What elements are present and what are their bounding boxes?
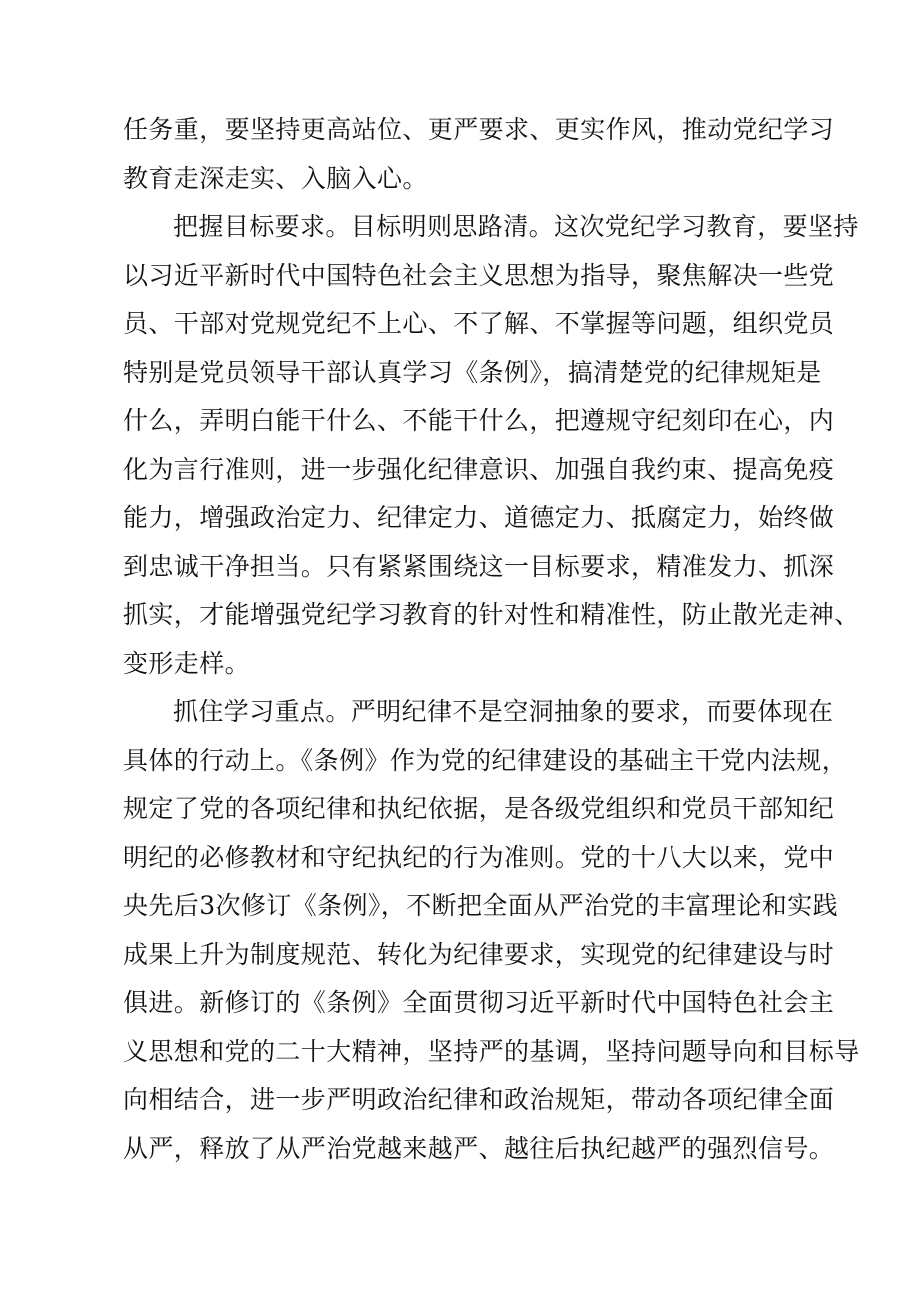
- text-line: 员、干部对党规党纪不上心、不了解、不掌握等问题，组织党员: [123, 309, 835, 338]
- text-line: 抓住学习重点。严明纪律不是空洞抽象的要求，而要体现在: [173, 697, 834, 726]
- text-line: 化为言行准则，进一步强化纪律意识、加强自我约束、提高免疫: [123, 454, 835, 484]
- text-line: 抓实，才能增强党纪学习教育的针对性和精准性，防止散光走神、: [123, 600, 860, 629]
- paragraph-2: [123, 203, 860, 688]
- text-line: 俱进。新修订的《条例》全面贯彻习近平新时代中国特色社会主: [123, 988, 835, 1017]
- text-line: 明纪的必修教材和守纪执纪的行为准则。党的十八大以来，党中: [123, 842, 835, 872]
- text-line: 任务重，要坚持更高站位、更严要求、更实作风，推动党纪学习: [123, 115, 835, 144]
- text-line: 什么，弄明白能干什么、不能干什么，把遵规守纪刻印在心，内: [123, 406, 835, 435]
- text-line: 成果上升为制度规范、转化为纪律要求，实现党的纪律建设与时: [123, 939, 835, 969]
- text-line: 到忠诚干净担当。只有紧紧围绕这一目标要求，精准发力、抓深: [123, 551, 835, 581]
- text-line: 规定了党的各项纪律和执纪依据，是各级党组织和党员干部知纪: [123, 794, 835, 823]
- text-line: 以习近平新时代中国特色社会主义思想为指导，聚焦解决一些党: [123, 260, 835, 290]
- text-line: 从严，释放了从严治党越来越严、越往后执纪越严的强烈信号。: [123, 1133, 835, 1163]
- paragraph-1: [123, 106, 835, 203]
- text-line: 义思想和党的二十大精神，坚持严的基调，坚持问题导向和目标导: [123, 1036, 860, 1066]
- paragraph-3: [123, 688, 860, 1173]
- text-line: 教育走深走实、入脑入心。: [123, 163, 428, 193]
- text-line: 具体的行动上。《条例》作为党的纪律建设的基础主干党内法规，: [123, 745, 848, 775]
- document-body: [123, 106, 860, 1173]
- text-line: 把握目标要求。目标明则思路清。这次党纪学习教育，要坚持: [173, 212, 859, 241]
- text-line: 特别是党员领导干部认真学习《条例》，搞清楚党的纪律规矩是: [123, 357, 822, 387]
- text-line: 能力，增强政治定力、纪律定力、道德定力、抵腐定力，始终做: [123, 503, 835, 532]
- text-line: 向相结合，进一步严明政治纪律和政治规矩，带动各项纪律全面: [123, 1085, 835, 1114]
- text-line: 变形走样。: [123, 648, 251, 678]
- text-line: 央先后3次修订《条例》，不断把全面从严治党的丰富理论和实践: [123, 891, 839, 920]
